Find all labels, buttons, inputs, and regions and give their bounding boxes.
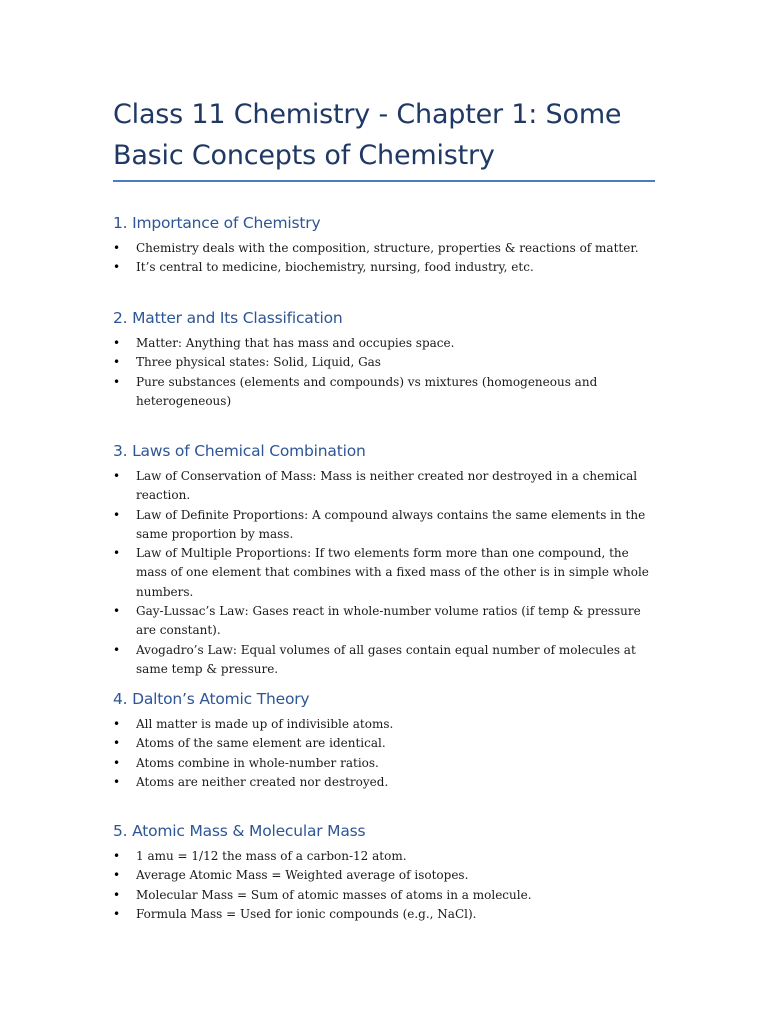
bullet-item: • Law of Conservation of Mass: Mass is neither created nor destroyed in a chemical reaction. bbox=[113, 467, 651, 506]
bullet-list bbox=[113, 239, 673, 278]
bullet-item: • Atoms combine in whole-number ratios. bbox=[113, 754, 651, 773]
bullet-item: • All matter is made up of indivisible atoms. bbox=[113, 715, 651, 734]
section-heading: 4. Dalton’s Atomic Theory bbox=[113, 690, 310, 708]
section-atomic-molecular-mass bbox=[113, 820, 673, 924]
bullet-list bbox=[113, 847, 673, 924]
bullet-item: • Molecular Mass = Sum of atomic masses of atoms in a molecule. bbox=[113, 886, 651, 905]
bullet-item: • 1 amu = 1/12 the mass of a carbon-12 atom. bbox=[113, 847, 651, 866]
bullet-item: • Atoms of the same element are identical. bbox=[113, 734, 651, 753]
section-heading: 5. Atomic Mass & Molecular Mass bbox=[113, 822, 366, 840]
bullet-item: • Gay-Lussac’s Law: Gases react in whole-number volume ratios (if temp & pressure are constant). bbox=[113, 602, 651, 641]
bullet-item: • Law of Multiple Proportions: If two elements form more than one compound, the mass of one element that combines with a fixed mass of the other is in simple whole numbers. bbox=[113, 544, 651, 602]
bullet-item: • Law of Definite Proportions: A compound always contains the same elements in the same proportion by mass. bbox=[113, 506, 651, 545]
document-title: Class 11 Chemistry - Chapter 1: Some Basic Concepts of Chemistry bbox=[113, 99, 622, 171]
bullet-item: • Average Atomic Mass = Weighted average of isotopes. bbox=[113, 866, 651, 885]
bullet-list bbox=[113, 715, 673, 792]
bullet-item: • Three physical states: Solid, Liquid, Gas bbox=[113, 353, 651, 372]
section-heading: 2. Matter and Its Classification bbox=[113, 309, 343, 327]
bullet-item: • It’s central to medicine, biochemistry, nursing, food industry, etc. bbox=[113, 258, 651, 277]
bullet-list bbox=[113, 467, 673, 679]
title-underline-rule bbox=[113, 180, 655, 182]
bullet-list bbox=[113, 334, 673, 411]
bullet-item: • Pure substances (elements and compounds) vs mixtures (homogeneous and heterogeneous) bbox=[113, 373, 651, 412]
bullet-item: • Atoms are neither created nor destroyed. bbox=[113, 773, 651, 792]
bullet-item: • Matter: Anything that has mass and occupies space. bbox=[113, 334, 651, 353]
section-heading: 1. Importance of Chemistry bbox=[113, 214, 321, 232]
section-daltons-atomic-theory bbox=[113, 688, 673, 792]
section-matter-classification bbox=[113, 307, 673, 411]
section-laws-of-chemical-combination bbox=[113, 440, 673, 679]
bullet-item: • Formula Mass = Used for ionic compounds (e.g., NaCl). bbox=[113, 905, 651, 924]
bullet-item: • Avogadro’s Law: Equal volumes of all gases contain equal number of molecules at same temp & pressure. bbox=[113, 641, 651, 680]
section-heading: 3. Laws of Chemical Combination bbox=[113, 442, 366, 460]
bullet-item: • Chemistry deals with the composition, structure, properties & reactions of matter. bbox=[113, 239, 651, 258]
section-importance-of-chemistry bbox=[113, 212, 673, 278]
